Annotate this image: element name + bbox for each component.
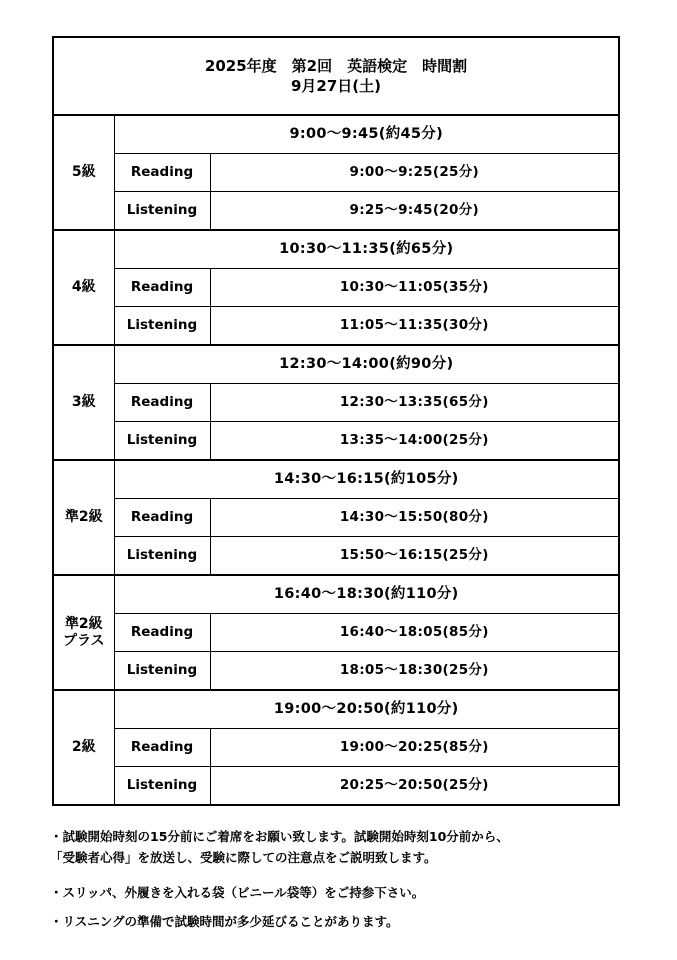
grade-label: [53, 690, 114, 805]
grade-label-line: 4級: [71, 279, 96, 295]
note-line-1: ・試験開始時刻の15分前にご着席をお願い致します。試験開始時刻10分前から、: [50, 829, 509, 844]
grade-total-time: 19:00～20:50(約110分): [114, 690, 619, 729]
grade-label-line: 2級: [71, 739, 96, 755]
listening-row: [53, 767, 619, 806]
reading-row: [53, 269, 619, 307]
reading-label: Reading: [114, 499, 210, 537]
note-line-3: ・スリッパ、外履きを入れる袋（ビニール袋等）をご持参下さい。: [50, 885, 425, 900]
listening-time: 15:50～16:15(25分): [210, 537, 619, 576]
listening-row: [53, 537, 619, 576]
title-line-2: 9月27日(土): [290, 77, 382, 95]
reading-time: 9:00～9:25(25分): [210, 154, 619, 192]
listening-label: Listening: [114, 652, 210, 691]
grade-total-row: [53, 460, 619, 499]
listening-row: [53, 422, 619, 461]
grade-total-time: 10:30～11:35(約65分): [114, 230, 619, 269]
note-line-2: 「受験者心得」を放送し、受験に際しての注意点をご説明致します。: [50, 850, 437, 865]
schedule-table: [52, 36, 620, 806]
grade-label: [53, 575, 114, 690]
reading-time: 12:30～13:35(65分): [210, 384, 619, 422]
reading-time: 10:30～11:05(35分): [210, 269, 619, 307]
notes-section: [50, 826, 650, 932]
reading-label: Reading: [114, 729, 210, 767]
listening-label: Listening: [114, 537, 210, 576]
note-line-4: ・リスニングの準備で試験時間が多少延びることがあります。: [50, 914, 399, 929]
listening-time: 9:25～9:45(20分): [210, 192, 619, 231]
listening-row: [53, 652, 619, 691]
listening-row: [53, 307, 619, 346]
reading-label: Reading: [114, 154, 210, 192]
reading-row: [53, 499, 619, 537]
grade-label: [53, 230, 114, 345]
grade-label: [53, 115, 114, 230]
grade-label: [53, 460, 114, 575]
listening-time: 13:35～14:00(25分): [210, 422, 619, 461]
listening-label: Listening: [114, 422, 210, 461]
grade-label: [53, 345, 114, 460]
reading-label: Reading: [114, 614, 210, 652]
grade-total-row: [53, 690, 619, 729]
reading-time: 14:30～15:50(80分): [210, 499, 619, 537]
table-header-row: [53, 37, 619, 115]
grade-total-time: 14:30～16:15(約105分): [114, 460, 619, 499]
reading-row: [53, 614, 619, 652]
grade-total-time: 16:40～18:30(約110分): [114, 575, 619, 614]
grade-total-row: [53, 115, 619, 154]
grade-label-line: 3級: [71, 394, 96, 410]
grade-total-row: [53, 230, 619, 269]
grade-label-line: 準2級: [64, 615, 103, 632]
grade-label-line: プラス: [62, 632, 105, 649]
grade-label-line: 準2級: [64, 509, 103, 525]
listening-label: Listening: [114, 767, 210, 806]
grade-total-time: 9:00～9:45(約45分): [114, 115, 619, 154]
listening-label: Listening: [114, 192, 210, 231]
reading-label: Reading: [114, 384, 210, 422]
grade-total-time: 12:30～14:00(約90分): [114, 345, 619, 384]
listening-time: 18:05～18:30(25分): [210, 652, 619, 691]
schedule-title: [53, 37, 619, 115]
listening-label: Listening: [114, 307, 210, 346]
title-line-1: 2025年度 第2回 英語検定 時間割: [204, 57, 468, 75]
reading-label: Reading: [114, 269, 210, 307]
listening-time: 11:05～11:35(30分): [210, 307, 619, 346]
grade-total-row: [53, 575, 619, 614]
reading-row: [53, 384, 619, 422]
listening-time: 20:25～20:50(25分): [210, 767, 619, 806]
schedule-body: [53, 37, 619, 805]
reading-row: [53, 729, 619, 767]
grade-label-line: 5級: [71, 164, 96, 180]
reading-time: 19:00～20:25(85分): [210, 729, 619, 767]
grade-total-row: [53, 345, 619, 384]
reading-time: 16:40～18:05(85分): [210, 614, 619, 652]
listening-row: [53, 192, 619, 231]
reading-row: [53, 154, 619, 192]
